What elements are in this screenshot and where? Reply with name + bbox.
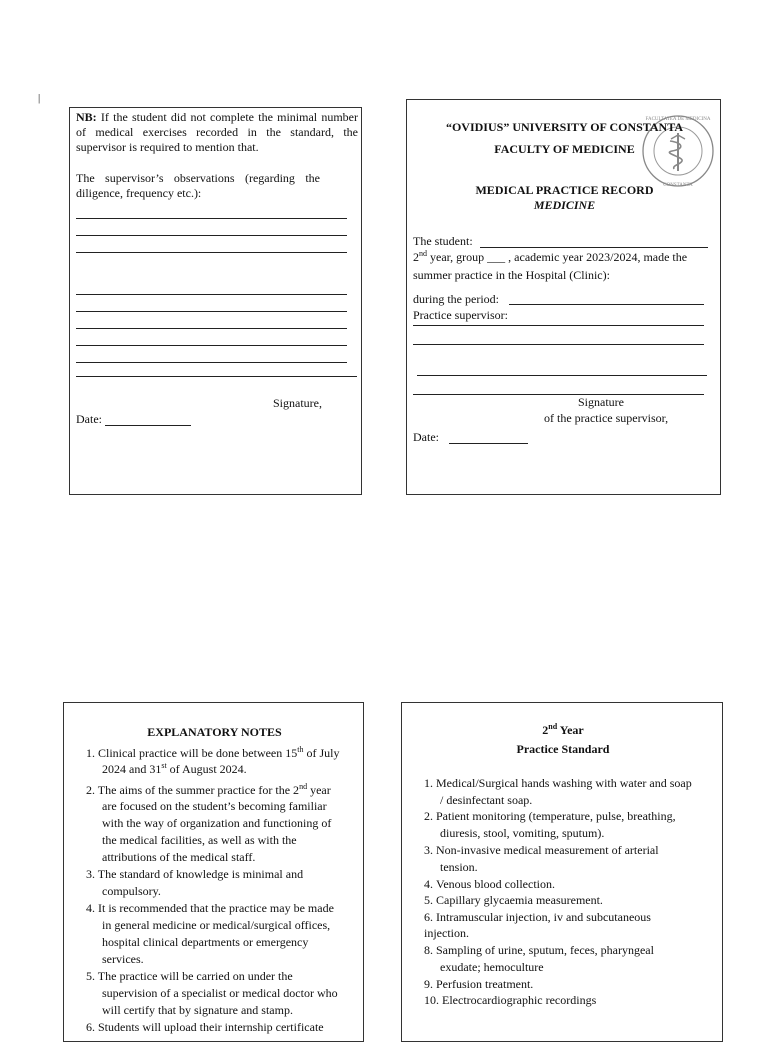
list-item-continuation: / desinfectant soap.: [440, 793, 533, 807]
list-item: 5. The practice will be carried on under the: [86, 969, 293, 983]
standard-title: Practice Standard: [516, 742, 610, 756]
signature-label: Signature: [578, 395, 624, 409]
list-item: 3. Non-invasive medical measurement of arterial: [424, 843, 659, 857]
observation-line[interactable]: [76, 328, 347, 329]
signature-label: Signature,: [273, 396, 322, 410]
observation-line[interactable]: [76, 235, 347, 236]
supervisor-line[interactable]: [417, 375, 707, 376]
list-item-continuation: the medical facilities, as well as with the: [102, 833, 297, 847]
observations-label: The supervisor’s observations (regarding the diligence, frequency etc.):: [76, 171, 320, 200]
supervisor-label: Practice supervisor:: [413, 308, 508, 322]
date-label: Date:: [76, 412, 102, 426]
observation-line[interactable]: [76, 311, 347, 312]
student-label: The student:: [413, 234, 473, 248]
practice-standard-page: [401, 702, 723, 1042]
list-item-continuation: compulsory.: [102, 884, 161, 898]
list-item: 6. Intramuscular injection, iv and subcutaneous: [424, 910, 651, 924]
observation-line[interactable]: [76, 252, 347, 253]
record-cover-page: [406, 99, 721, 495]
svg-text:FACULTATEA DE MEDICINA: FACULTATEA DE MEDICINA: [645, 117, 711, 122]
list-item: 9. Perfusion treatment.: [424, 977, 534, 991]
notes-title: EXPLANATORY NOTES: [147, 725, 282, 739]
list-item-continuation: services.: [102, 952, 144, 966]
explanatory-notes-page: [63, 702, 364, 1042]
list-item-continuation: hospital clinical departments or emergency: [102, 935, 309, 949]
observation-line[interactable]: [76, 294, 347, 295]
list-item: 3. The standard of knowledge is minimal and: [86, 867, 304, 881]
standard-year-heading: 2nd Year: [542, 722, 584, 737]
list-item-continuation: supervision of a specialist or medical doctor who: [102, 986, 338, 1000]
list-item-continuation: injection.: [424, 926, 469, 940]
observation-line[interactable]: [76, 218, 347, 219]
list-item-continuation: in general medicine or medical/surgical offices,: [102, 918, 331, 932]
list-item-continuation: exudate; hemoculture: [440, 960, 544, 974]
list-item: 4. It is recommended that the practice may be made: [86, 901, 334, 915]
nb-label: NB:: [76, 110, 97, 124]
date-line[interactable]: [105, 425, 191, 426]
list-item-continuation: 2024 and 31st of August 2024.: [102, 761, 247, 776]
list-item-continuation: will certify that by signature and stamp.: [102, 1003, 293, 1017]
observation-line[interactable]: [76, 376, 357, 377]
date-label: Date:: [413, 430, 439, 444]
nb-text: If the student did not complete the minimal number of medical exercises recorded in the standard, the supervisor is required to mention that.: [76, 110, 359, 154]
signature-role-label: of the practice supervisor,: [544, 411, 669, 425]
list-item: 2. Patient monitoring (temperature, pulse, breathing,: [424, 809, 676, 823]
list-item: 1. Clinical practice will be done between 15th of July: [86, 745, 340, 760]
year-group-line: 2nd year, group ___ , academic year 2023/2024, made the: [413, 249, 688, 264]
date-line[interactable]: [449, 443, 528, 444]
observation-line[interactable]: [76, 362, 347, 363]
record-subtitle: MEDICINE: [533, 198, 596, 212]
list-item-continuation: diuresis, stool, vomiting, sputum).: [440, 826, 605, 840]
list-item: 6. Students will upload their internship certificate: [86, 1020, 324, 1034]
supervisor-line[interactable]: [413, 344, 704, 345]
supervisor-line[interactable]: [413, 325, 704, 326]
list-item-continuation: attributions of the medical staff.: [102, 850, 256, 864]
list-item: 4. Venous blood collection.: [424, 877, 555, 891]
list-item: 5. Capillary glycaemia measurement.: [424, 893, 603, 907]
margin-mark: |: [38, 92, 41, 104]
list-item-continuation: with the way of organization and functioning of: [102, 816, 332, 830]
record-title: MEDICAL PRACTICE RECORD: [475, 183, 654, 197]
supervisor-observations-page: [69, 107, 362, 495]
observation-line[interactable]: [76, 345, 347, 346]
list-item-continuation: tension.: [440, 860, 478, 874]
university-name: “OVIDIUS” UNIVERSITY OF CONSTANTA: [445, 120, 684, 134]
list-item-continuation: are focused on the student’s becoming familiar: [102, 799, 327, 813]
list-item: 8. Sampling of urine, sputum, feces, pharyngeal: [424, 943, 654, 957]
faculty-name: FACULTY OF MEDICINE: [494, 142, 635, 156]
period-label: during the period:: [413, 292, 499, 306]
list-item: 2. The aims of the summer practice for the 2nd year: [86, 782, 331, 797]
nb-paragraph: [76, 110, 358, 155]
student-name-line[interactable]: [480, 247, 708, 248]
period-line[interactable]: [509, 304, 704, 305]
list-item: 10. Electrocardiographic recordings: [424, 993, 597, 1007]
list-item: 1. Medical/Surgical hands washing with water and soap: [424, 776, 692, 790]
svg-text:CONSTANTA: CONSTANTA: [663, 183, 693, 188]
summer-practice-text: summer practice in the Hospital (Clinic):: [413, 268, 610, 282]
